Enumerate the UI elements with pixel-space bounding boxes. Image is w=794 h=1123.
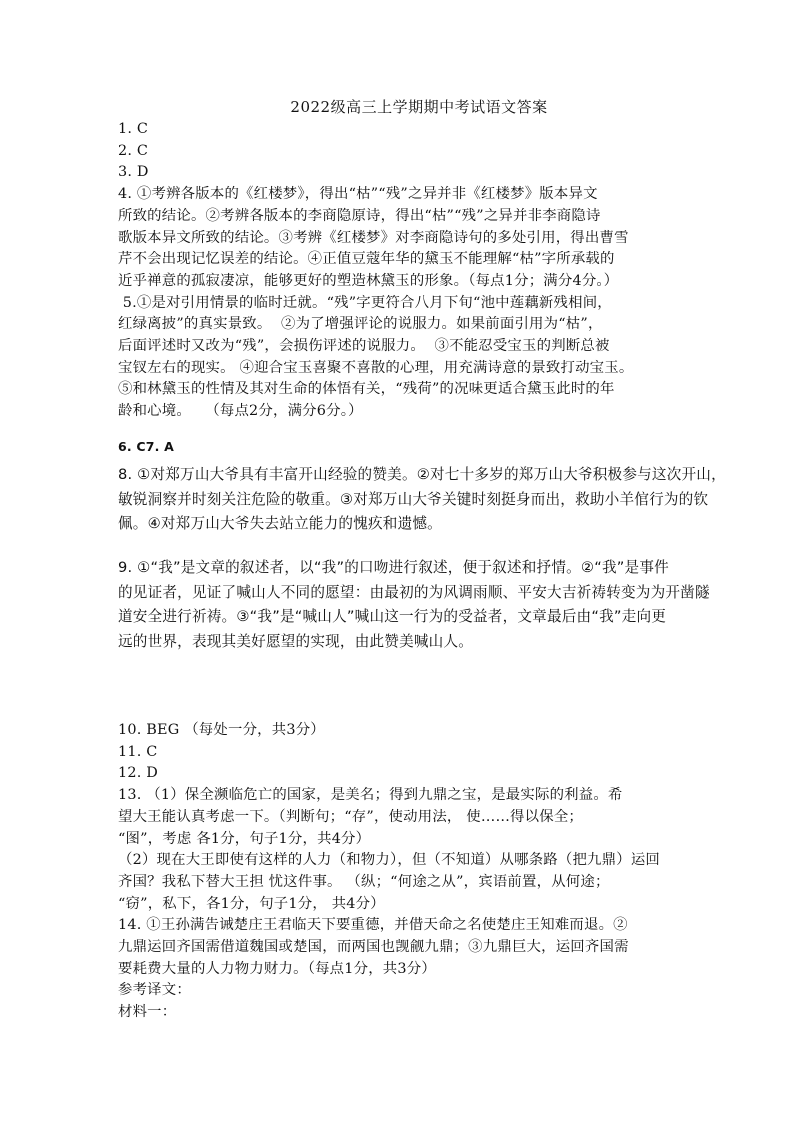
text-line: 13. （1）保全濒临危亡的国家，是美名；得到九鼎之宝，是最实际的利益。希: [118, 787, 623, 804]
text-line: 道安全进行祈祷。③“我”是“喊山人”喊山这一行为的受益者，文章最后由“我”走向更: [118, 608, 667, 625]
text-line: 2. C: [118, 142, 149, 159]
text-line: 宝钗左右的现实。 ④迎合宝玉喜聚不喜散的心理，用充满诗意的景致打动宝玉。: [118, 359, 634, 376]
text-line: （2）现在大王即使有这样的人力（和物力），但（不知道）从哪条路（把九鼎）运回: [118, 852, 661, 869]
text-line: 11. C: [118, 743, 158, 760]
text-line: 3. D: [118, 164, 149, 181]
text-line: 参考译文：: [118, 982, 191, 999]
text-line: 8. ①对郑万山大爷具有丰富开山经验的赞美。②对七十多岁的郑万山大爷积极参与这次开山，: [118, 466, 726, 483]
text-line: 后面评述时又改为“残”，会损伤评述的说服力。 ③不能忍受宝玉的判断总被: [118, 338, 610, 355]
text-line: 远的世界，表现其美好愿望的实现，由此赞美喊山人。: [118, 632, 474, 650]
answers-1-to-5: [118, 119, 678, 423]
text-line: 材料一：: [118, 1004, 177, 1021]
text-line: 敏锐洞察并时刻关注危险的敬重。③对郑万山大爷关键时刻挺身而出，救助小羊倌行为的钦: [118, 490, 709, 508]
text-line: 红绿离披”的真实景致。 ②为了增强评论的说服力。如果前面引用为“枯”，: [118, 316, 603, 333]
text-line: ⑤和林黛玉的性情及其对生命的体悟有关，“残荷”的况味更适合黛玉此时的年: [118, 381, 615, 398]
page-title: 2022级高三上学期期中考试语文答案: [290, 98, 548, 116]
text-line: “图”，考虑 各1分，句子1分，共4分）: [118, 830, 371, 847]
text-line: 1. C: [118, 121, 149, 137]
text-line: 歌版本异文所致的结论。③考辨《红楼梦》对李商隐诗句的多处引用，得出曹雪: [118, 229, 629, 246]
text-line: 近乎禅意的孤寂凄凉，能够更好的塑造林黛玉的形象。（每点1分；满分4分。）: [118, 272, 619, 289]
text-line: 12. D: [118, 765, 158, 782]
answers-10-to-14: [118, 720, 678, 1024]
text-line: 九鼎运回齐国需借道魏国或楚国，而两国也觊觎九鼎；③九鼎巨大，运回齐国需: [118, 939, 629, 956]
text-line: 所致的结论。②考辨各版本的李商隐原诗，得出“枯”“残”之异并非李商隐诗: [118, 207, 601, 224]
text-line: 9. ①“我”是文章的叙述者，以“我”的口吻进行叙述，便于叙述和抒情。②“我”是事件: [118, 559, 669, 576]
text-line: 望大王能认真考虑一下。（判断句；“存”，使动用法， 使……得以保全；: [118, 808, 583, 825]
text-line: “窃”，私下，各1分，句子1分， 共4分）: [118, 895, 385, 912]
text-line: 5.①是对引用情景的临时迁就。“残”字更符合八月下旬“池中莲藕新残相间，: [118, 294, 612, 311]
answer-8: [118, 463, 726, 537]
text-line: 佩。④对郑万山大爷失去站立能力的愧疚和遗憾。: [118, 515, 442, 532]
text-line: 齐国？我私下替大王担 忧这件事。 （纵；“何途之从”，宾语前置，从何途；: [118, 873, 610, 890]
text-line: 10. BEG （每处一分，共3分）: [118, 722, 325, 738]
answers-6-7: 6. C7. A: [118, 439, 175, 454]
text-line: 4. ①考辨各版本的《红楼梦》，得出“枯”“残”之异并非《红楼梦》版本异文: [118, 186, 598, 203]
text-line: 芹不会出现记忆误差的结论。④正值豆蔻年华的黛玉不能理解“枯”字所承载的: [118, 251, 615, 268]
text-line: 的见证者，见证了喊山人不同的愿望：由最初的为风调雨顺、平安大吉祈祷转变为为开凿隧: [118, 583, 710, 601]
text-line: 14. ①王孙满告诫楚庄王君临天下要重德，并借天命之名使楚庄王知难而退。②: [118, 917, 628, 934]
text-line: 龄和心境。 （每点2分，满分6分。）: [118, 403, 363, 420]
answer-9: [118, 556, 710, 654]
text-line: 要耗费大量的人力物力财力。（每点1分，共3分）: [118, 960, 436, 977]
